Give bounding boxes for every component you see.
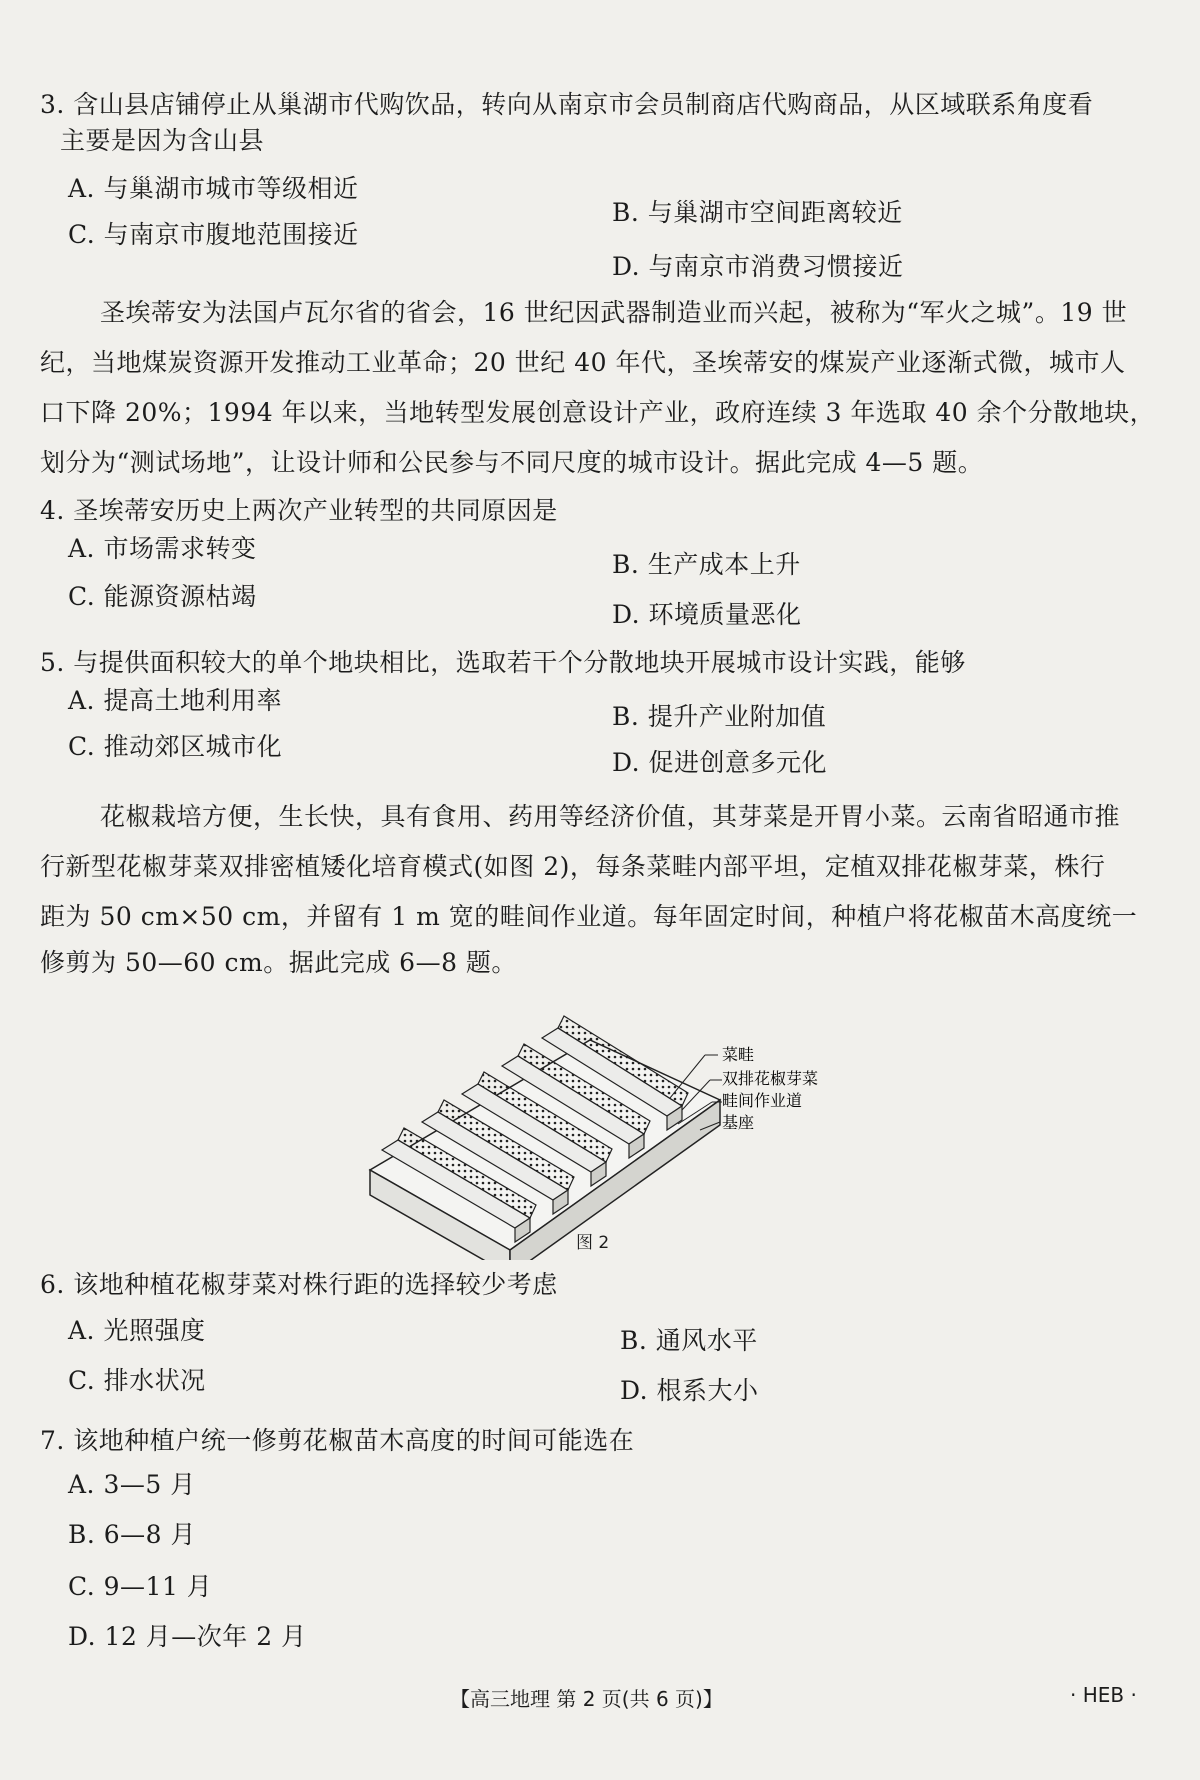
figure-2-ridge-diagram [360, 1000, 860, 1260]
label-ridge: 菜畦 [722, 1045, 755, 1064]
passage2-line3: 距为 50 cm×50 cm，并留有 1 m 宽的畦间作业道。每年固定时间，种植户将花椒苗木高度统一 [40, 902, 1138, 931]
passage1-line2: 纪，当地煤炭资源开发推动工业革命；20 世纪 40 年代，圣埃蒂安的煤炭产业逐渐式微，城市人 [40, 348, 1126, 377]
q4-option-c[interactable]: C. 能源资源枯竭 [68, 582, 257, 611]
q3-option-b[interactable]: B. 与巢湖市空间距离较近 [612, 198, 903, 227]
passage2-line2: 行新型花椒芽菜双排密植矮化培育模式(如图 2)，每条菜畦内部平坦，定植双排花椒芽菜，株行 [40, 852, 1106, 881]
q4-stem: 4. 圣埃蒂安历史上两次产业转型的共同原因是 [40, 496, 558, 525]
q6-option-b[interactable]: B. 通风水平 [620, 1326, 758, 1355]
figure-caption: 图 2 [576, 1233, 610, 1253]
label-work-path: 畦间作业道 [722, 1091, 803, 1110]
q6-option-d[interactable]: D. 根系大小 [620, 1376, 759, 1405]
q3-option-d[interactable]: D. 与南京市消费习惯接近 [612, 252, 904, 281]
q3-option-a[interactable]: A. 与巢湖市城市等级相近 [68, 174, 359, 203]
passage2-line4: 修剪为 50—60 cm。据此完成 6—8 题。 [40, 948, 517, 977]
q4-option-a[interactable]: A. 市场需求转变 [68, 534, 257, 563]
passage1-line4: 划分为“测试场地”，让设计师和公民参与不同尺度的城市设计。据此完成 4—5 题。 [40, 448, 984, 477]
label-base: 基座 [722, 1113, 755, 1132]
q7-option-c[interactable]: C. 9—11 月 [68, 1572, 213, 1601]
q4-option-b[interactable]: B. 生产成本上升 [612, 550, 801, 579]
footer-code: · HEB · [1070, 1683, 1137, 1707]
q6-option-a[interactable]: A. 光照强度 [68, 1316, 206, 1345]
q5-option-c[interactable]: C. 推动郊区城市化 [68, 732, 283, 761]
q6-option-c[interactable]: C. 排水状况 [68, 1366, 206, 1395]
q3-stem-line2: 主要是因为含山县 [60, 126, 265, 155]
q6-stem: 6. 该地种植花椒芽菜对株行距的选择较少考虑 [40, 1270, 558, 1299]
q7-option-d[interactable]: D. 12 月—次年 2 月 [68, 1622, 307, 1651]
q7-stem: 7. 该地种植户统一修剪花椒苗木高度的时间可能选在 [40, 1426, 635, 1455]
passage1-line3: 口下降 20%；1994 年以来，当地转型发展创意设计产业，政府连续 3 年选取 40 余个分散地块， [40, 398, 1156, 427]
q4-option-d[interactable]: D. 环境质量恶化 [612, 600, 802, 629]
q3-option-c[interactable]: C. 与南京市腹地范围接近 [68, 220, 359, 249]
q7-option-b[interactable]: B. 6—8 月 [68, 1520, 197, 1549]
passage2-line1: 花椒栽培方便，生长快，具有食用、药用等经济价值，其芽菜是开胃小菜。云南省昭通市推 [100, 802, 1121, 831]
q5-option-b[interactable]: B. 提升产业附加值 [612, 702, 827, 731]
q3-stem-line1: 3. 含山县店铺停止从巢湖市代购饮品，转向从南京市会员制商店代购商品，从区域联系角度看 [40, 90, 1094, 119]
label-double-row-pepper: 双排花椒芽菜 [722, 1069, 819, 1088]
q5-option-a[interactable]: A. 提高土地利用率 [68, 686, 282, 715]
q5-option-d[interactable]: D. 促进创意多元化 [612, 748, 828, 777]
q7-option-a[interactable]: A. 3—5 月 [68, 1470, 196, 1499]
footer-page-info: 【高三地理 第 2 页(共 6 页)】 [450, 1687, 723, 1711]
q5-stem: 5. 与提供面积较大的单个地块相比，选取若干个分散地块开展城市设计实践，能够 [40, 648, 966, 677]
passage1-line1: 圣埃蒂安为法国卢瓦尔省的省会，16 世纪因武器制造业而兴起，被称为“军火之城”。19 世 [100, 298, 1128, 327]
